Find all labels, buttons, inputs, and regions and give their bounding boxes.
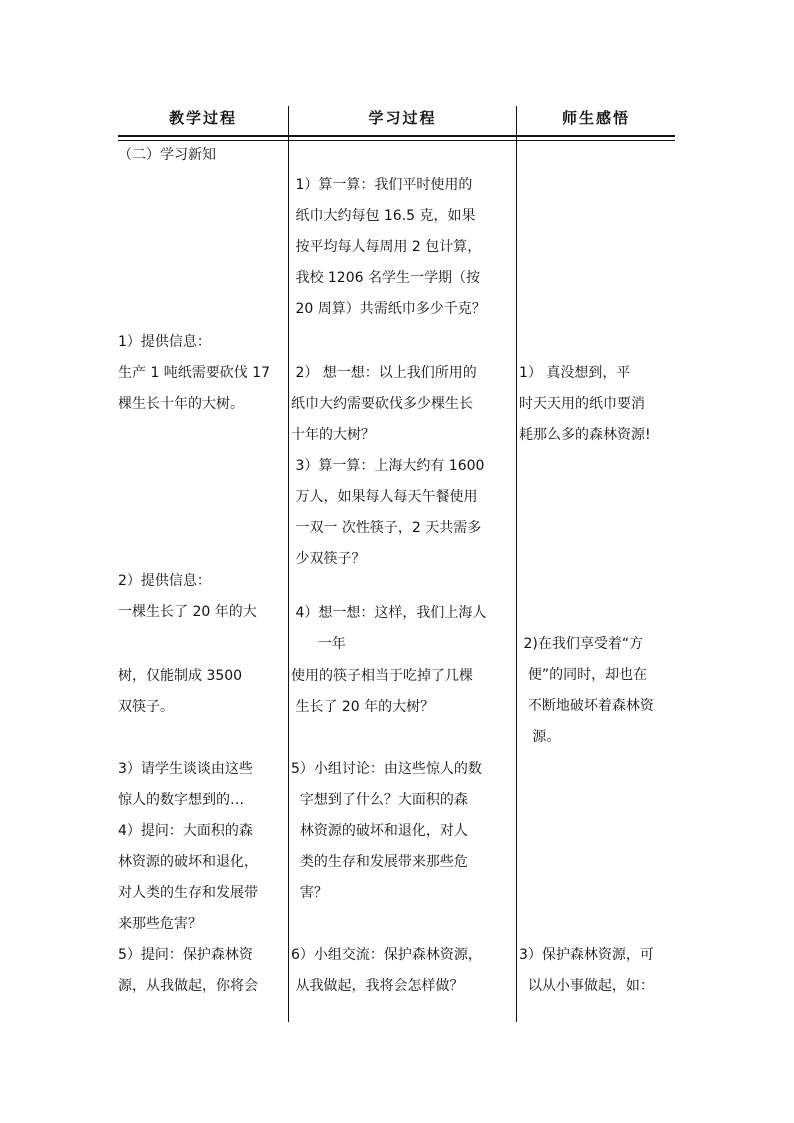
teaching-step-2b: 树，仅能制成 3500 双筷子。	[118, 668, 243, 715]
learning-step-1: 1）算一算：我们平时使用的 纸巾大约每包 16.5 克，如果 按平均每人每周用 2 包计算， 我校 1206 名学生一学期（按 20 周算）共需纸巾多少千克？	[295, 177, 486, 317]
column-divider-1	[288, 106, 289, 1022]
teaching-section-title: （二）学习新知	[118, 147, 216, 163]
teaching-steps-3-5: 3）请学生谈谈由这些 惊人的数字想到的… 4）提问：大面积的森 林资源的破坏和退化， 对人类的生存和发展带 来那些危害？ 5）提问：保护森林资 源，从我做起，你将会	[118, 761, 258, 994]
reflection-1: 1） 真没想到，平 时天天用的纸巾要消 耗那么多的森林资源!	[519, 365, 651, 443]
header-rule-thick	[118, 135, 675, 137]
header-teaching-process: 教学过程	[168, 109, 237, 127]
header-reflection: 师生感悟	[561, 109, 630, 127]
reflection-3: 3）保护森林资源，可 以从小事做起，如：	[519, 947, 654, 994]
learning-steps-2-3: 2） 想一想：以上我们所用的 纸巾大约需要砍伐多少棵生长 十年的大树？ 3）算一算：上海大约有 1600 万人，如果每人每天午餐使用 一双一 次性筷子，2 天共需多 少双筷子？	[291, 365, 485, 567]
reflection-2: 2)在我们享受着“方 便”的同时，却也在 不断地破坏着森林资 源。	[523, 636, 654, 745]
learning-step-4b: 使用的筷子相当于吃掉了几棵 生长了 20 年的大树？	[291, 668, 473, 715]
learning-step-4a: 4）想一想：这样，我们上海人 一年	[295, 605, 487, 652]
learning-step-6: 6）小组交流：保护森林资源， 从我做起，我将会怎样做？	[291, 947, 482, 994]
header-learning-process: 学习过程	[368, 109, 437, 127]
teaching-step-1: 1）提供信息： 生产 1 吨纸需要砍伐 17 棵生长十年的大树。	[118, 334, 271, 412]
learning-step-5: 5）小组讨论：由这些惊人的数 字想到了什么？大面积的森 林资源的破坏和退化，对人 类的生存和发展带来那些危 害？	[291, 761, 482, 901]
column-divider-2	[516, 106, 517, 1022]
teaching-step-2a: 2）提供信息： 一棵生长了 20 年的大	[118, 573, 257, 620]
